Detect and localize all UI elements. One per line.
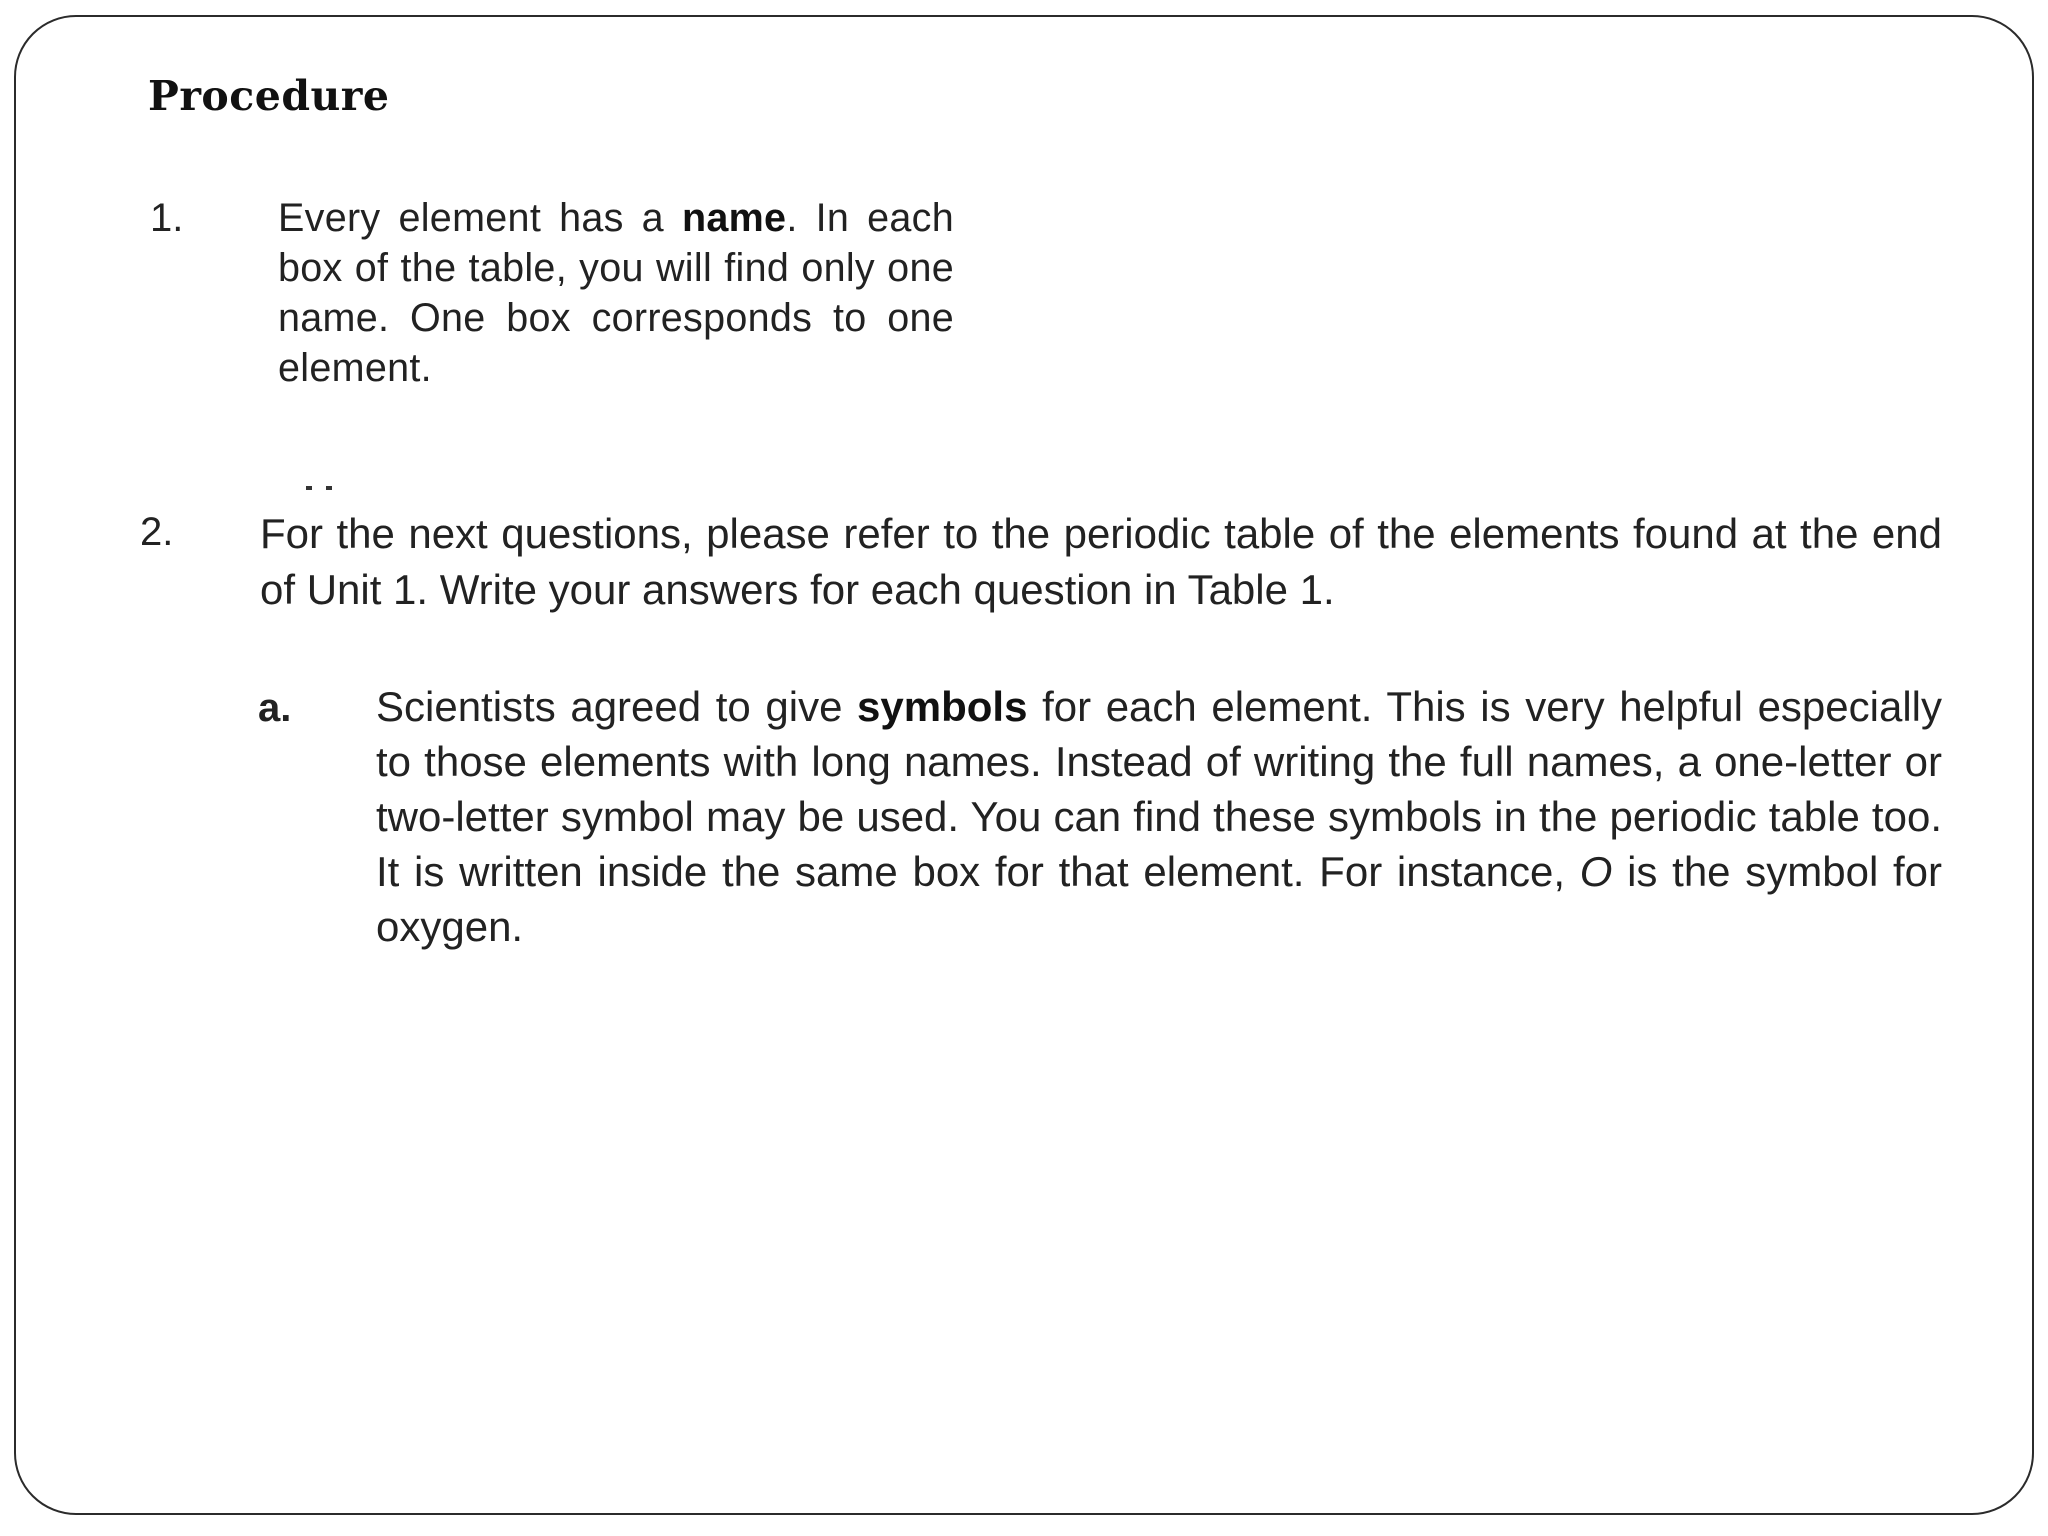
subitem-a-bold-term: symbols (857, 683, 1028, 730)
subitem-a-text (376, 679, 1942, 954)
subitem-a-text-after: is the symbol for oxygen. (376, 848, 1942, 950)
item-1-text-before: Every element has a (278, 196, 682, 240)
item-1-number: 1. (150, 196, 184, 240)
item-1-text-after: . In each box of the table, you will find only one name. One box corresponds to one element. (278, 196, 954, 390)
subitem-a-text-before: Scientists agreed to give (376, 683, 858, 730)
item-1-bold-term: name (681, 196, 787, 240)
scan-artifact (306, 486, 346, 494)
item-1-text (278, 193, 954, 393)
subitem-a-text-middle: for each element. This is very helpful especially to those elements with long names. Instead of writing the full names, a one-letter or two-letter symbol may be used. You can find these symbols in the periodic table too. It is written inside the same box for that element. For instance, (376, 683, 1942, 895)
item-2-number: 2. (140, 510, 174, 554)
subitem-a-label: a. (258, 686, 292, 730)
subitem-a-italic-symbol: O (1579, 848, 1613, 895)
page-title: Procedure (148, 72, 390, 120)
item-2-text: For the next questions, please refer to the periodic table of the elements found at the end of Unit 1. Write your answers for each question in Table 1. (260, 510, 1942, 613)
